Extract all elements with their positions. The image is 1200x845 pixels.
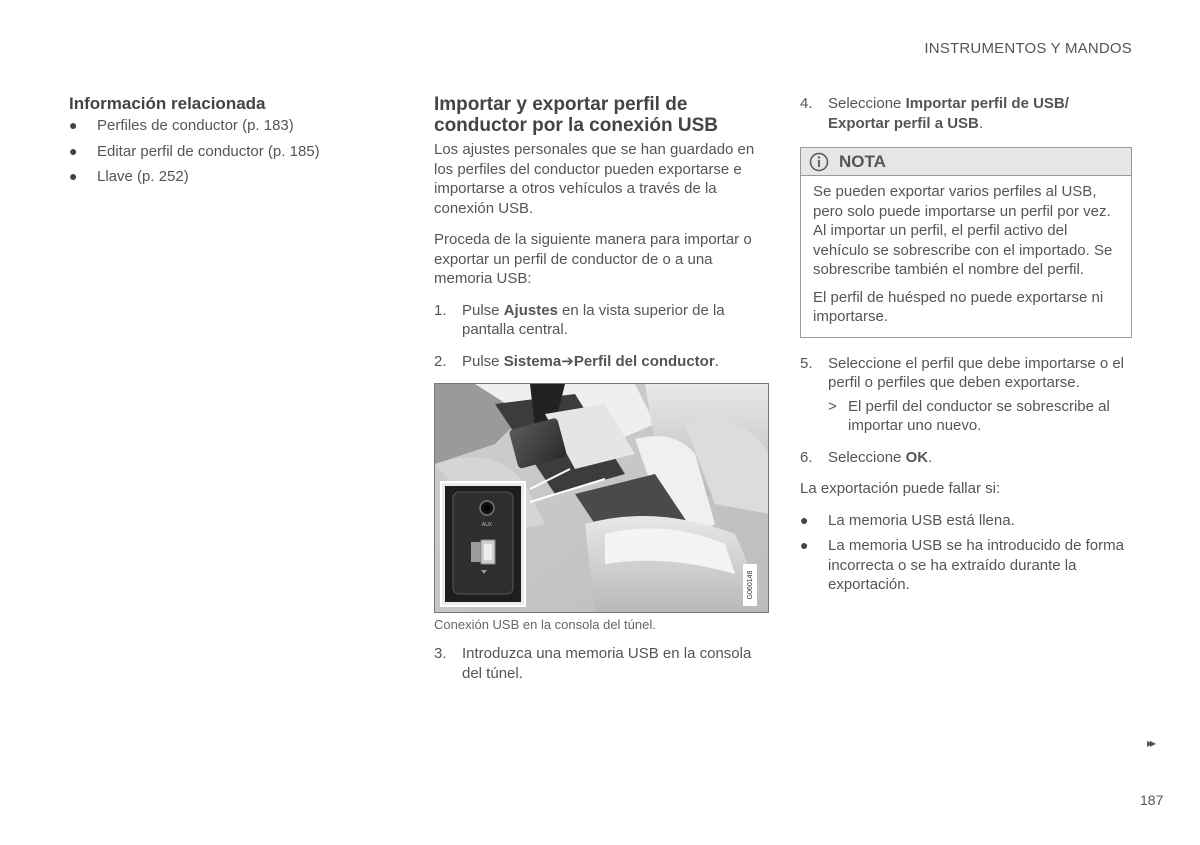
bullet-icon: ● — [69, 117, 78, 133]
ui-term-import-export: Importar perfil de USB/ Exportar perfil a USB — [828, 95, 1069, 132]
note-title: NOTA — [839, 151, 886, 171]
continue-arrows-icon: ▸▸ — [1147, 736, 1154, 750]
result-marker-icon: > — [828, 397, 837, 415]
usb-console-illustration — [434, 383, 769, 613]
note-body — [801, 176, 1131, 337]
right-column — [800, 94, 1132, 601]
list-item: ● La memoria USB está llena. — [800, 511, 1015, 529]
fail-list — [800, 511, 1132, 595]
bullet-icon: ● — [69, 168, 78, 184]
note-header — [801, 148, 1131, 176]
step-6: 6. Seleccione OK. — [800, 448, 933, 466]
bullet-icon: ● — [69, 142, 78, 159]
article-title: Importar y exportar perfil de conductor por la conexión USB — [434, 94, 718, 136]
section-header: INSTRUMENTOS Y MANDOS — [924, 40, 1132, 57]
related-link[interactable]: ● Llave (p. 252) — [69, 168, 189, 185]
step-5-result: > El perfil del conductor se sobrescribe al importar uno nuevo. — [828, 397, 1110, 434]
related-link[interactable]: ● Editar perfil de conductor (p. 185) — [69, 142, 320, 160]
ui-term-ajustes: Ajustes — [503, 301, 558, 319]
figure-caption: Conexión USB en la consola del túnel. — [434, 617, 656, 632]
main-column — [434, 94, 769, 695]
note-box — [800, 147, 1132, 338]
related-link[interactable]: ● Perfiles de conductor (p. 183) — [69, 117, 294, 134]
bullet-icon: ● — [800, 511, 809, 528]
info-icon — [809, 152, 829, 172]
related-info-title: Información relacionada — [69, 94, 266, 113]
step-2: 2. Pulse Sistema➔Perfil del conductor. — [434, 352, 719, 370]
procedure-paragraph: Proceda de la siguiente manera para importar o exportar un perfil de conductor de o a una memoria USB: — [434, 231, 752, 287]
step-1: 1. Pulse Ajustes en la vista superior de la pantalla central. — [434, 301, 725, 338]
step-3: 3. Introduzca una memoria USB en la consola del túnel. — [434, 645, 752, 682]
step-4: 4. Seleccione Importar perfil de USB/ Exportar perfil a USB. — [800, 95, 1069, 132]
arrow-right-icon: ➔ — [561, 352, 574, 370]
note-paragraph: El perfil de huésped no puede exportarse ni importarse. — [813, 288, 1104, 325]
step-5: 5. Seleccione el perfil que debe importarse o el perfil o perfiles que deben exportarse. — [800, 354, 1125, 391]
figure-code: G060148 — [747, 570, 754, 600]
note-paragraph: Se pueden exportar varios perfiles al USB, pero solo puede importarse un perfil por vez. Al importar un perfil, el perfil activo del vehículo se sobrescribe con el importado. Se sobrescribe también el nombre del perfil. — [813, 183, 1113, 278]
list-item: ● La memoria USB se ha introducido de forma incorrecta o se ha extraído durante la exportación. — [800, 537, 1124, 593]
fail-intro: La exportación puede fallar si: — [800, 480, 1001, 497]
related-info-list — [69, 116, 369, 187]
page-number: 187 — [1140, 792, 1164, 808]
ui-term-ok: OK — [905, 448, 929, 466]
related-info-column — [69, 94, 369, 193]
intro-paragraph: Los ajustes personales que se han guardado en los perfiles del conductor pueden exportarse e importarse a otros vehículos a través de la conexión USB. — [434, 141, 755, 217]
ui-term-perfil-conductor: Perfil del conductor — [573, 352, 715, 370]
ui-term-sistema: Sistema — [503, 352, 562, 370]
console-drawing — [435, 384, 769, 613]
bullet-icon: ● — [800, 537, 809, 553]
aux-label: AUX — [481, 522, 493, 528]
